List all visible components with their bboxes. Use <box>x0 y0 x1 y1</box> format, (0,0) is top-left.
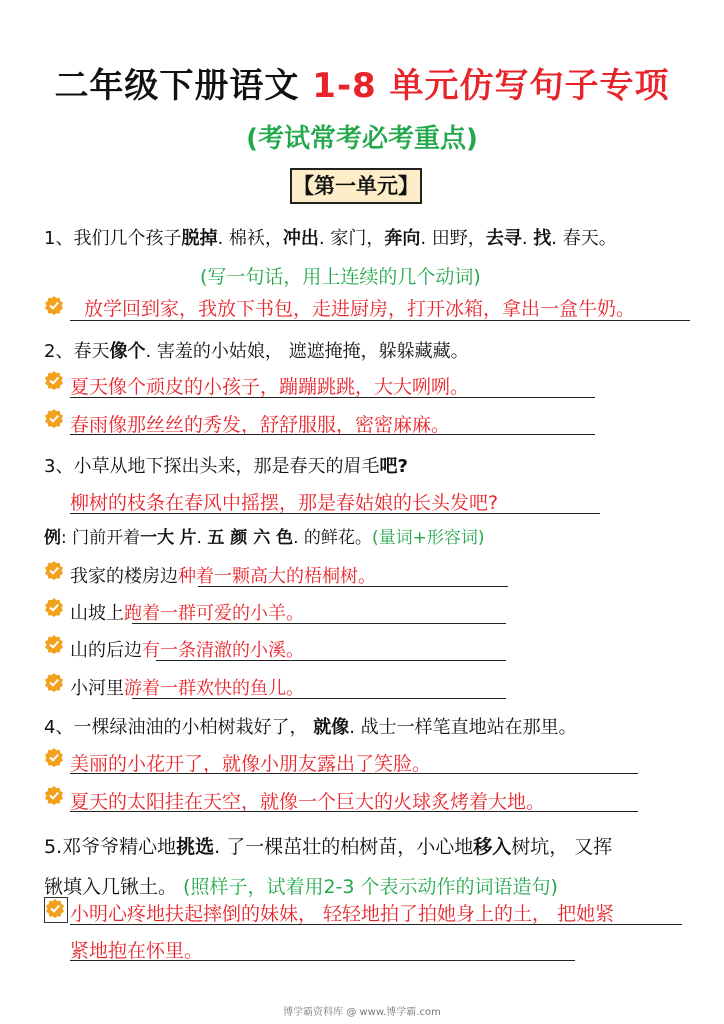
example-item-1: 我家的楼房边种着一颗高大的梧桐树。 <box>70 566 376 587</box>
unit-label: 【第一单元】 <box>290 168 422 204</box>
answer-1-line <box>70 320 690 321</box>
title-prefix: 二年级下册语文 <box>54 66 313 106</box>
answer-4b-line <box>70 811 638 812</box>
example-item-2-line <box>132 623 506 624</box>
answer-4b: 夏天的太阳挂在天空，就像一个巨大的火球炙烤着大地。 <box>70 791 546 813</box>
answer-2a-line <box>70 397 595 398</box>
page-subtitle: (考试常考必考重点) <box>246 124 478 154</box>
answer-2a: 夏天像个顽皮的小孩子，蹦蹦跳跳，大大咧咧。 <box>70 376 470 398</box>
answer-3: 柳树的枝条在春风中摇摆，那是春姑娘的长头发吧? <box>70 492 499 514</box>
badge-check-icon <box>44 408 64 428</box>
question-5-line-1: 5.邓爷爷精心地挑选. 了一棵茁壮的柏树苗，小心地移入树坑， 又挥 <box>44 836 613 858</box>
answer-5-line-2-underline <box>70 960 575 961</box>
answer-5-line-1: 小明心疼地扶起摔倒的妹妹， 轻轻地拍了拍她身上的土， 把她紧 <box>70 903 615 925</box>
page-title <box>0 58 724 107</box>
question-1: 1、我们几个孩子脱掉. 棉袄，冲出. 家门，奔向. 田野，去寻. 找. 春天。 <box>44 228 617 249</box>
answer-4a: 美丽的小花开了，就像小朋友露出了笑脸。 <box>70 753 432 775</box>
badge-check-icon <box>44 785 64 805</box>
example-item-1-line <box>198 586 508 587</box>
question-2: 2、春天像个. 害羞的小姑娘， 遮遮掩掩，躲躲藏藏。 <box>44 341 469 362</box>
example-item-4: 小河里游着一群欢快的鱼儿。 <box>70 678 304 699</box>
question-4: 4、一棵绿油油的小柏树栽好了， 就像. 战士一样笔直地站在那里。 <box>44 717 577 738</box>
badge-check-icon <box>44 634 64 654</box>
question-1-hint: (写一句话，用上连续的几个动词) <box>200 266 481 288</box>
badge-check-icon <box>44 370 64 390</box>
footer-watermark: 博学霸资料库 @ www.博学霸.com <box>283 1007 441 1018</box>
example-item-4-line <box>132 698 506 699</box>
answer-2b: 春雨像那丝丝的秀发，舒舒服服，密密麻麻。 <box>70 414 451 436</box>
badge-check-icon <box>44 560 64 580</box>
question-5-line-2: 锹填入几锹土。 (照样子，试着用2-3 个表示动作的词语造句) <box>44 876 558 898</box>
badge-check-icon <box>44 747 64 767</box>
example-prompt: 例: 门前开着一大 片. 五 颜 六 色. 的鲜花。(量词+形容词) <box>44 528 485 548</box>
title-highlight: 1-8 单元仿写句子专项 <box>312 66 670 106</box>
answer-2b-line <box>70 434 595 435</box>
answer-3-line <box>70 513 600 514</box>
example-item-3-line <box>156 660 506 661</box>
question-3: 3、小草从地下探出头来，那是春天的眉毛吧? <box>44 456 408 477</box>
badge-check-icon <box>44 295 64 315</box>
badge-check-icon <box>44 597 64 617</box>
badge-check-icon <box>44 672 64 692</box>
answer-5-line-2: 紧地抱在怀里。 <box>70 940 204 962</box>
example-item-3: 山的后边有一条清澈的小溪。 <box>70 640 304 661</box>
badge-check-icon <box>45 898 65 918</box>
answer-5-line-1-underline <box>70 924 682 925</box>
answer-1: 放学回到家，我放下书包，走进厨房，打开冰箱，拿出一盒牛奶。 <box>84 298 636 320</box>
example-item-2: 山坡上跑着一群可爱的小羊。 <box>70 603 304 624</box>
answer-4a-line <box>70 773 638 774</box>
